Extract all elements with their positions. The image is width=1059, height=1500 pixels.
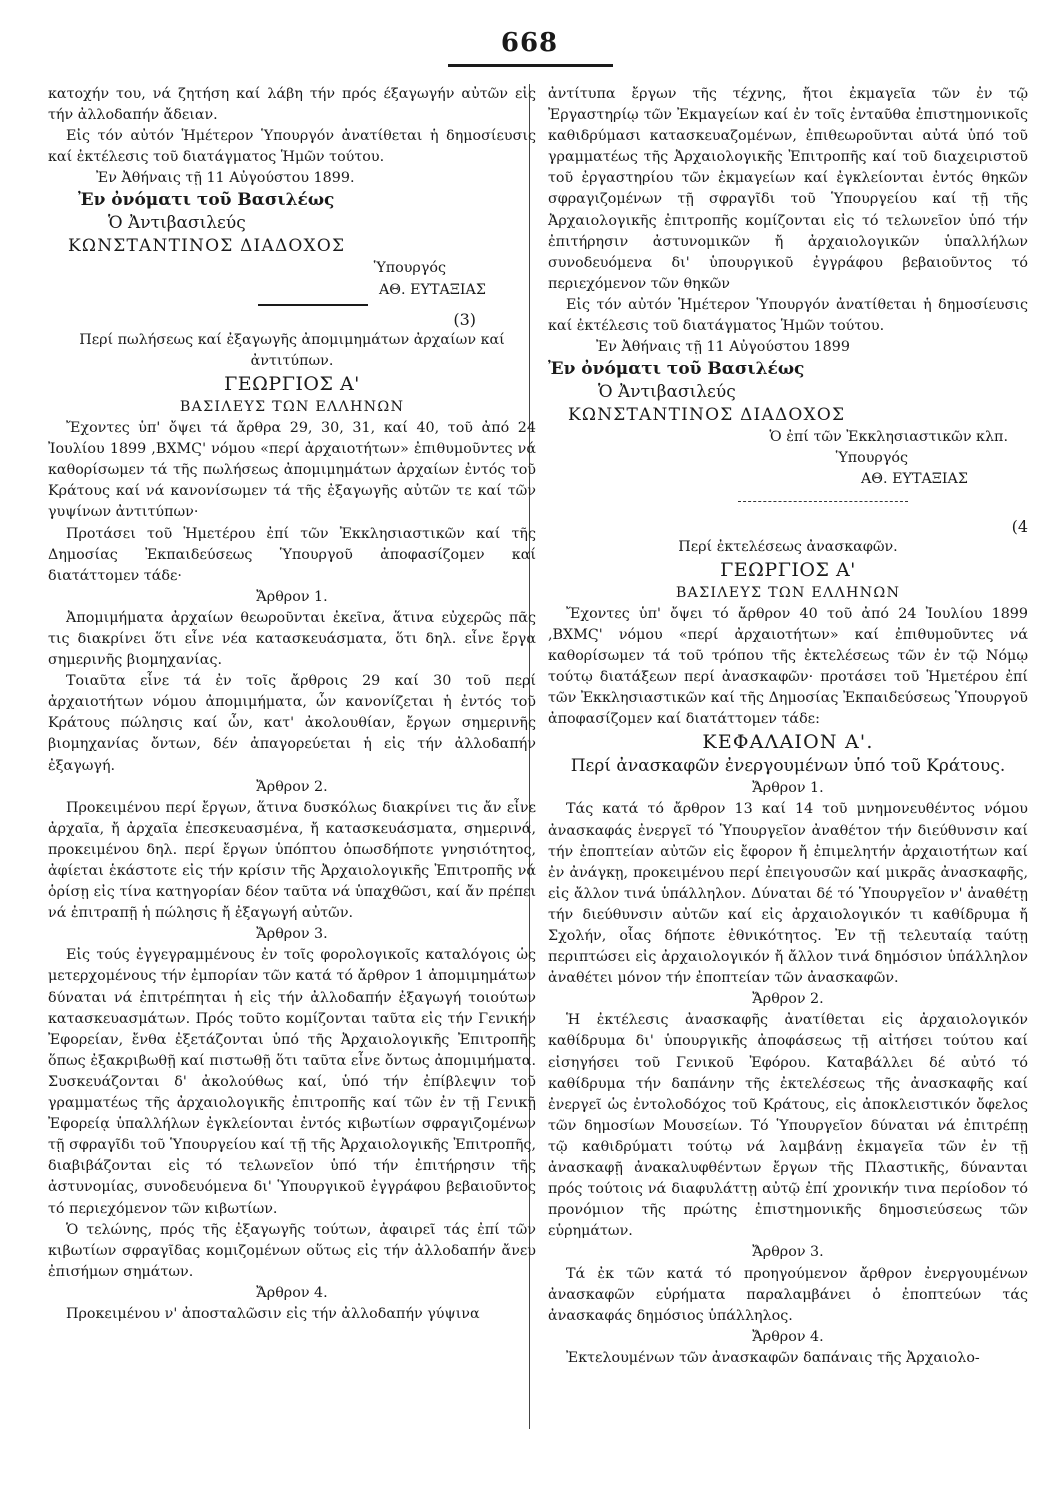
decree4-chapter: ΚΕΦΑΛΑΙΟΝ Α'. — [702, 731, 874, 754]
decree4-king-title: ΒΑΣΙΛΕΥΣ ΤΩΝ ΕΛΛΗΝΩΝ — [675, 584, 901, 601]
right-minister-name: ΑΘ. ΕΥΤΑΞΙΑΣ — [860, 471, 968, 488]
decree3-article3-p2: Ὁ τελώνης, πρός τῆς ἐξαγωγῆς τούτων, ἀφαιρεῖ τάς ἐπί τῶν κιβωτίων σφραγῖδας κομιζομένων οὕτως εἰς τήν ἀλλοδαπήν ἄνευ ἐπισήμων σημάτων. — [48, 1221, 536, 1280]
left-regent-title: Ὁ Ἀντιβασιλεύς — [108, 213, 246, 234]
decree4-article1-p1: Τάς κατά τό ἄρθρον 13 καί 14 τοῦ μνημονευθέντος νόμου ἀνασκαφάς ἐνεργεῖ τό Ὑπουργεῖον ἀναθέτον τήν διεύθυνσιν καί τήν ἐποπτείαν αὐτῶν εἰς ἔφορον ἤ ἐπιμελητήν ἀρχαιοτήτων καί ἐν ἀνάγκῃ, προκειμένου περί ἐπειγουσῶν καί μικρᾶς ἀνασκαφῆς, εἰς ἄλλον τινά ὑπάλληλον. Δύναται δέ τό Ὑπουργεῖον ν' ἀναθέτῃ τήν διεύθυνσιν αὐτῶν καί εἰς ἀρχαιολογικόν τι καθίδρυμα ἤ Σχολήν, οἷας δήποτε ἐθνικότητος. Ἐν τῇ τελευταίᾳ ταύτῃ περιπτώσει εἰς ἀρχαιολογικόν ἤ ἄλλον τινά δημόσιον ὑπάλληλον ἀναθέτει μόνον τήν ἐποπτείαν τῶν ἀνασκαφῶν. — [548, 801, 1028, 987]
decree4-article1-heading: Ἄρθρον 1. — [752, 780, 824, 797]
left-minister-name: ΑΘ. ΕΥΤΑΞΙΑΣ — [378, 281, 486, 298]
decree3-article4-p1: Προκειμένου ν' ἀποσταλῶσιν εἰς τήν ἀλλοδαπήν γύψινα — [66, 1305, 480, 1322]
decree4-preamble: Ἔχοντες ὑπ' ὄψει τό ἄρθρον 40 τοῦ ἀπό 24 Ἰουλίου 1899 ,ΒΧΜϚ' νόμου «περί ἀρχαιοτήτων» καί ἐπιθυμοῦντες νά καθορίσωμεν τά τοῦ τρόπου τῆς ἐκτελέσεως τῶν ἐν τῷ Νόμῳ τούτῳ διατάξεων περί ἀνασκαφῶν· προτάσει τοῦ Ἡμετέρου ἐπί τῶν Ἐκκλησιαστικῶν καί τῆς Δημοσίας Ἐκπαιδεύσεως Ὑπουργοῦ ἀποφασίζομεν καί διατάττομεν τάδε: — [548, 605, 1028, 728]
right-column — [548, 84, 1028, 1369]
decree3-article1-heading: Ἄρθρον 1. — [256, 588, 328, 605]
decree4-king-name: ΓΕΩΡΓΙΟΣ Α' — [720, 558, 856, 581]
left-regent-name: ΚΩΝΣΤΑΝΤΙΝΟΣ ΔΙΑΔΟΧΟΣ — [68, 236, 346, 257]
decree3-king-title: ΒΑΣΙΛΕΥΣ ΤΩΝ ΕΛΛΗΝΩΝ — [179, 398, 405, 415]
decree3-number: (3) — [453, 309, 476, 329]
left-execution-paragraph: Εἰς τόν αὐτόν Ἡμέτερον Ὑπουργόν ἀνατίθεται ἡ δημοσίευσις καί ἐκτέλεσις τοῦ διατάγματος Ἡμῶν τούτου. — [48, 128, 536, 166]
decree3-preamble-2: Προτάσει τοῦ Ἡμετέρου ἐπί τῶν Ἐκκλησιαστικῶν καί τῆς Δημοσίας Ἐκπαιδεύσεως Ὑπουργοῦ ἀποφασίζομεν καί διατάττομεν τάδε· — [48, 525, 536, 584]
left-minister-title: Ὑπουργός — [373, 260, 446, 277]
right-regent-title: Ὁ Ἀντιβασιλεύς — [598, 382, 736, 403]
decree4-article3-p1: Τά ἐκ τῶν κατά τό προηγούμενον ἄρθρον ἐνεργουμένων ἀνασκαφῶν εὑρήματα παραλαμβάνει ὁ ἐποπτεύων τάς ἀνασκαφάς δημόσιος ὑπάλληλος. — [548, 1265, 1028, 1324]
decree4-article4-p1: Ἐκτελουμένων τῶν ἀνασκαφῶν δαπάναις τῆς Ἀρχαιολο- — [566, 1349, 980, 1366]
decree3-article1-p1: Ἀπομιμήματα ἀρχαίων θεωροῦνται ἐκεῖνα, ἅτινα εὐχερῶς πᾶς τις διακρίνει ὅτι εἶνε νέα κατασκευάσματα, ὅτι δηλ. εἶνε ἔργα σημερινῆς βιομηχανίας. — [48, 609, 536, 669]
decree4-article4-heading: Ἄρθρον 4. — [752, 1328, 824, 1345]
right-minister-title: Ὑπουργός — [835, 450, 908, 467]
right-continued-paragraph: ἀντίτυπα ἔργων τῆς τέχνης, ἤτοι ἐκμαγεῖα τῶν ἐν τῷ Ἐργαστηρίῳ τῶν Ἐκμαγείων καί ἐν τοῖς ἐνταῦθα ἐπιστημονικοῖς καθιδρύμασι κατασκευαζομένων, ἐπιθεωροῦνται αὐτά ὑπό τοῦ γραμματέως τῆς Ἀρχαιολογικῆς Ἐπιτροπῆς καί τοῦ διαχειριστοῦ τοῦ ἐργαστηρίου τῶν ἐκμαγείων καί ἐγκλείονται ἐντός θηκῶν σφραγιζομένων τῇ σφραγῖδι τοῦ Ὑπουργείου καί τῇ τῆς Ἀρχαιολογικῆς ἐπιτροπῆς κομίζονται εἰς τό τελωνεῖον ὑπό τήν ἐπιτήρησιν ἀστυνομικῶν ἤ ἀρχαιολογικῶν ὑπαλλήλων συνοδευόμενα δι' ὑπουργικοῦ ἐγγράφου βεβαιοῦντος τό περιεχόμενον τῶν θηκῶν — [548, 86, 1028, 292]
decree3-title: Περί πωλήσεως καί ἐξαγωγῆς ἀπομιμημάτων ἀρχαίων καί ἀντιτύπων. — [79, 331, 505, 369]
right-in-name-of-king: Ἐν ὀνόματι τοῦ Βασιλέως — [548, 359, 805, 380]
left-date-line: Ἐν Ἀθήναις τῇ 11 Αὐγούστου 1899. — [96, 170, 355, 187]
left-in-name-of-king: Ἐν ὀνόματι τοῦ Βασιλέως — [78, 190, 335, 211]
decree3-article2-heading: Ἄρθρον 2. — [256, 778, 328, 795]
decree4-title: Περί ἐκτελέσεως ἀνασκαφῶν. — [678, 538, 898, 555]
decree4-number: (4 — [1011, 516, 1028, 536]
decree4-article2-heading: Ἄρθρον 2. — [752, 991, 824, 1008]
decree3-article2-p1: Προκειμένου περί ἔργων, ἅτινα δυσκόλως διακρίνει τις ἄν εἶνε ἀρχαῖα, ἤ ἀρχαῖα ἐπεσκευασμένα, ἤ κατασκευάσματα, σημερινά, προκειμένου δηλ. περί ἔργων ὑπόπτου ὁπωσδήποτε γνησιότητος, ἀφίεται ἑκάστοτε εἰς τήν κρίσιν τῆς Ἀρχαιολογικῆς Ἐπιτροπῆς νά ὁρίσῃ εἰς τίνα κατηγορίαν δέον ταῦτα νά ὑπαχθῶσι, καί ἄν πρέπει νά ἐπιτραπῇ ἡ πώλησις ἤ ἐξαγωγή αὐτῶν. — [48, 799, 536, 922]
left-column — [48, 84, 536, 1325]
left-continued-paragraph: κατοχήν του, νά ζητήση καί λάβη τήν πρός έξαγωγήν αὐτῶν εἰς τήν ἀλλοδαπήν ἄδειαν. — [48, 86, 536, 124]
right-execution-paragraph: Εἰς τόν αὐτόν Ἡμέτερον Ὑπουργόν ἀνατίθεται ἡ δημοσίευσις καί ἐκτέλεσις τοῦ διατάγματος Ἡμῶν τούτου. — [548, 296, 1028, 335]
header-rule — [448, 64, 613, 67]
left-separator-rule — [258, 304, 368, 306]
decree3-king-name: ΓΕΩΡΓΙΟΣ Α' — [224, 372, 360, 395]
decree3-preamble-1: Ἔχοντες ὑπ' ὄψει τά ἄρθρα 29, 30, 31, καί 40, τοῦ ἀπό 24 Ἰουλίου 1899 ,ΒΧΜϚ' νόμου «περί ἀρχαιοτήτων» ἐπιθυμοῦντες νά καθορίσωμεν τά τῆς πωλήσεως ἀπομιμημάτων ἀρχαίων ἐντός τοῦ Κράτους καί νά κανονίσωμεν τά τῆς ἐξαγωγῆς αὐτῶν τε καί τῶν γυψίνων ἀντιτύπων· — [48, 420, 536, 521]
decree3-article3-heading: Ἄρθρον 3. — [256, 926, 328, 943]
right-minister-role: Ὁ ἐπί τῶν Ἐκκλησιαστικῶν κλπ. — [769, 429, 1008, 446]
decree4-chapter-title: Περί ἀνασκαφῶν ἐνεργουμένων ὑπό τοῦ Κράτους. — [570, 756, 1006, 777]
right-date-line: Ἐν Ἀθήναις τῇ 11 Αὐγούστου 1899 — [596, 339, 850, 356]
decree3-article1-p2: Τοιαῦτα εἶνε τά ἐν τοῖς ἄρθροις 29 καί 30 τοῦ περί ἀρχαιοτήτων νόμου ἀπομιμήματα, ὧν κανονίζεται ἡ ἐντός τοῦ Κράτους πώλησις καί ὧν, κατ' ἀκολουθίαν, ἔργων σημερινῆς βιομηχανίας ὄντων, δέν ἀπαγορεύεται ἡ εἰς τήν ἀλλοδαπήν ἐξαγωγή. — [48, 673, 536, 774]
decree3-article4-heading: Ἄρθρον 4. — [256, 1284, 328, 1301]
right-separator-rule — [738, 501, 908, 502]
decree3-article3-p1: Εἰς τούς ἐγγεγραμμένους ἐν τοῖς φορολογικοῖς καταλόγοις ὡς μετερχομένους τήν ἐμπορίαν τῶν κατά τό ἄρθρον 1 ἀπομιμημάτων δύναται νά ἐπιτρέπηται ἡ εἰς τήν ἀλλοδαπήν ἐξαγωγή τοιούτων κατασκευασμάτων. Πρός τοῦτο κομίζονται ταῦτα εἰς τήν Γενικήν Ἐφορείαν, ἔνθα ἐξετάζονται ὑπό τῆς Ἀρχαιολογικῆς Ἐπιτροπῆς ὅπως ἐξακριβωθῇ καί πιστωθῇ ὅτι ταῦτα εἶνε ὄντως ἀπομιμήματα. Συσκευάζονται δ' ἀκολούθως καί, ὑπό τήν ἐπίβλεψιν τοῦ γραμματέως τῆς ἀρχαιολογικῆς ἐπιτροπῆς καί τῶν ἐν τῇ Γενικῇ Ἐφορείᾳ ὑπαλλήλων ἐγκλείονται ἐντός κιβωτίων σφραγιζομένων τῇ σφραγῖδι τοῦ Ὑπουργείου καί τῇ τῆς Ἀρχαιολογικῆς Ἐπιτροπῆς, διαβιβάζονται εἰς τό τελωνεῖον ὑπό τήν ἐπιτήρησιν τῆς ἀστυνομίας, συνοδευόμενα δι' Ὑπουργικοῦ ἐγγράφου βεβαιοῦντος τό περιεχόμενον τῶν κιβωτίων. — [48, 947, 536, 1217]
decree4-article3-heading: Ἄρθρον 3. — [752, 1244, 824, 1261]
page-number: 668 — [500, 28, 559, 58]
right-regent-name: ΚΩΝΣΤΑΝΤΙΝΟΣ ΔΙΑΔΟΧΟΣ — [568, 405, 846, 426]
decree4-article2-p1: Ἡ ἐκτέλεσις ἀνασκαφῆς ἀνατίθεται εἰς ἀρχαιολογικόν καθίδρυμα δι' ὑπουργικῆς ἀποφάσεως τῇ αἰτήσει τούτου καί εἰσηγήσει τοῦ Γενικοῦ Ἐφόρου. Καταβάλλει δέ αὐτό τό καθίδρυμα τήν δαπάνην τῆς ἐκτελέσεως τῆς ἀνασκαφῆς καί ἐνεργεῖ ὡς ἐντολοδόχος τοῦ Κράτους, εἰς ἀποκλειστικόν ὄφελος τῶν δημοσίων Μουσείων. Τό Ὑπουργεῖον δύναται νά ἐπιτρέπῃ τῷ καθιδρύματι τούτῳ νά λαμβάνῃ ἐκμαγεῖα τῶν ἐν τῇ ἀνασκαφῇ ἀνακαλυφθέντων ἔργων τῆς Πλαστικῆς, δύνανται πρός τούτοις νά διαφυλάττῃ αὐτῷ ἐπί χρονικήν τινα περίοδον τό προνόμιον τῆς πρώτης ἐπιστημονικῆς δημοσιεύσεως τῶν εὑρημάτων. — [548, 1012, 1028, 1240]
